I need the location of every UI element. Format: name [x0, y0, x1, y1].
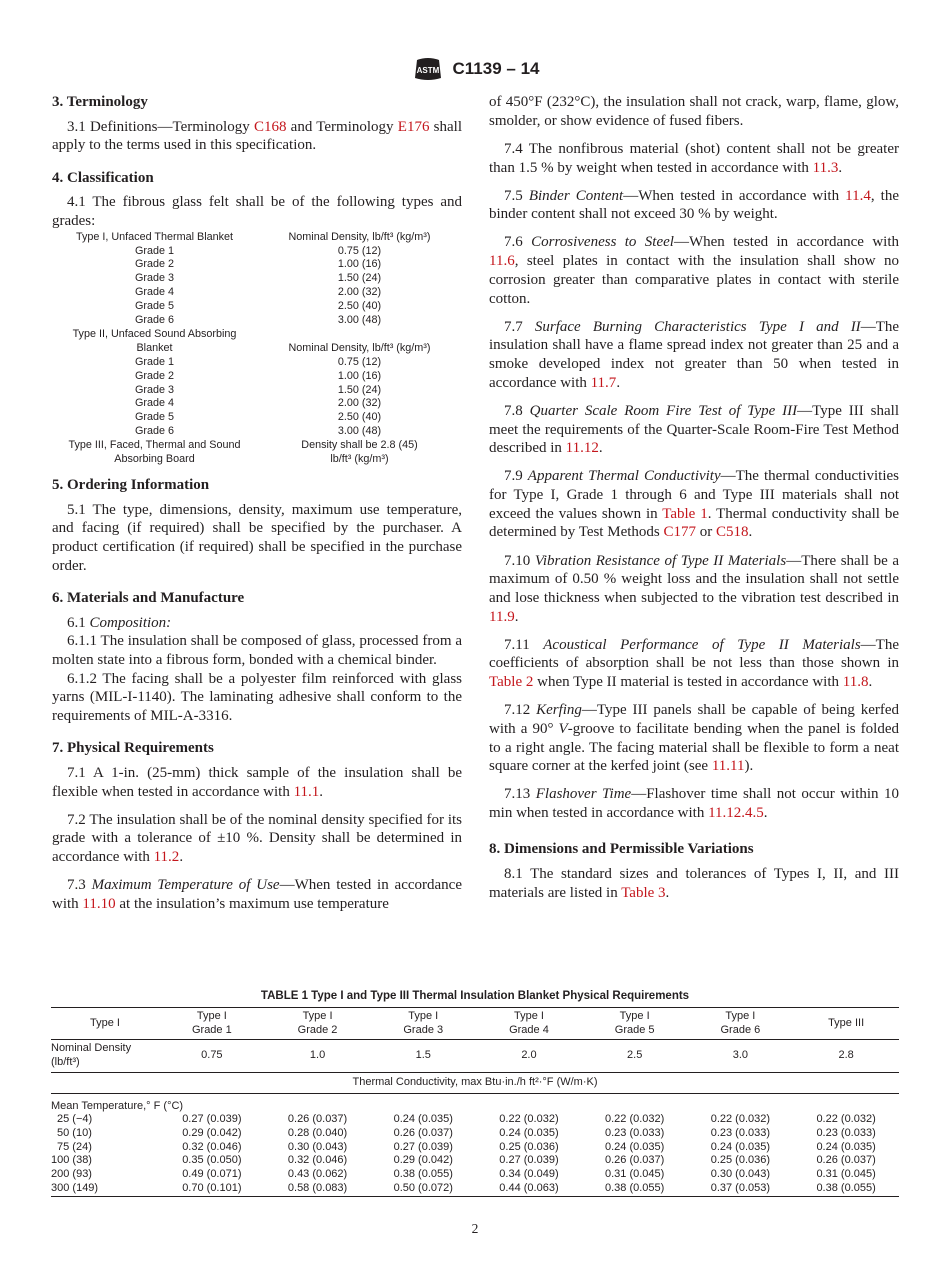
section-6-title: 6. Materials and Manufacture	[52, 589, 245, 606]
link-table-2[interactable]: Table 2	[489, 674, 534, 691]
para-7-7: 7.7 Surface Burning Characteristics Type I and II—The insulation shall have a flame spread index not greater than 25 and a smoke developed index not greater than 50 when tested in accordance with 11.7.	[489, 318, 900, 391]
para-6-1: 6.1 Composition:	[67, 614, 172, 631]
grade-density: 2.50 (40)	[337, 411, 382, 424]
mean-temperature-label: Mean Temperature,° F (°C)	[51, 1099, 184, 1112]
thermal-conductivity-label: Thermal Conductivity, max Btu·in./h ft²·°F (W/m·K)	[51, 1072, 899, 1093]
para-7-10: 7.10 Vibration Resistance of Type II Materials—There shall be a maximum of 0.50 % weight loss and the insulation shall not settle and lose thickness when subjected to the vibration test described in 11.9.	[489, 552, 899, 625]
table-cell: 0.31 (0.045)	[816, 1168, 876, 1181]
table-cell: 0.29 (0.042)	[182, 1126, 242, 1139]
grade-label: Grade 6	[134, 425, 174, 438]
link-11-7[interactable]: 11.7	[590, 374, 617, 391]
grade-row	[52, 397, 462, 411]
col-type: Type I	[408, 1010, 439, 1022]
grade-density: 0.75 (12)	[337, 355, 382, 368]
grade-row	[52, 258, 462, 272]
table-cell: 0.37 (0.053)	[688, 1182, 794, 1197]
document-code: C1139 – 14	[452, 59, 540, 78]
grade-density: Nominal Density, lb/ft³ (kg/m³)	[288, 230, 431, 243]
para-6-1-1: 6.1.1 The insulation shall be composed of glass, processed from a molten state into a fibrous form, bonded with a chemical binder.	[52, 633, 462, 669]
grade-row	[52, 356, 462, 370]
row-temperature: 75 (24)	[57, 1140, 92, 1153]
table-cell: 0.22 (0.032)	[710, 1113, 771, 1126]
grade-label: Type I, Unfaced Thermal Blanket	[75, 230, 234, 243]
col-grade: Grade 5	[614, 1023, 655, 1036]
grade-density: 1.50 (24)	[337, 272, 382, 285]
grade-density: 2.50 (40)	[337, 300, 382, 313]
table-row	[51, 1154, 899, 1168]
link-c177[interactable]: C177	[663, 524, 696, 541]
para-6-1-2: 6.1.2 The facing shall be a polyester film reinforced with glass yarns (MIL-I-1140). The laminating adhesive shall conform to the requirements of MIL-A-3316.	[52, 670, 462, 725]
grade-label: Grade 5	[134, 300, 174, 313]
table-cell: 0.23 (0.033)	[605, 1126, 665, 1139]
grade-row	[52, 328, 462, 342]
col-grade: Grade 3	[403, 1023, 444, 1036]
table-cell: 0.24 (0.035)	[816, 1140, 876, 1153]
grade-label: Grade 5	[134, 411, 174, 424]
table-cell: 0.25 (0.036)	[710, 1154, 771, 1167]
grade-label: Type II, Unfaced Sound Absorbing	[72, 327, 237, 340]
para-7-13: 7.13 Flashover Time—Flashover time shall not occur within 10 min when tested in accordance with 11.12.4.5.	[489, 786, 899, 822]
table-cell: 0.27 (0.039)	[393, 1140, 453, 1153]
link-11-6[interactable]: 11.6	[489, 253, 515, 270]
para-4-1: 4.1 The fibrous glass felt shall be of the following types and grades:	[52, 194, 462, 229]
table-cell: 0.30 (0.043)	[287, 1140, 348, 1153]
table-header-col	[159, 1008, 265, 1040]
astm-logo-icon	[411, 58, 445, 80]
grade-label: Grade 2	[134, 369, 174, 382]
table-cell: 0.32 (0.046)	[182, 1140, 242, 1153]
link-e176[interactable]: E176	[397, 118, 430, 135]
grade-density: 2.00 (32)	[337, 286, 382, 299]
table-cell: 0.49 (0.071)	[182, 1168, 242, 1181]
table-header-col	[582, 1008, 688, 1040]
table-1	[51, 990, 899, 1197]
grade-label: Grade 4	[134, 286, 174, 299]
table-cell: 0.23 (0.033)	[816, 1126, 876, 1139]
grade-row	[52, 370, 462, 384]
table-header-col	[265, 1008, 371, 1040]
table-cell: 0.24 (0.035)	[710, 1140, 771, 1153]
para-7-6: 7.6 Corrosiveness to Steel—When tested in accordance with 11.6, steel plates in contact with the insulation shall show no corrosion greater than comparative plates in contact with sterile cotton.	[489, 234, 899, 307]
link-c168[interactable]: C168	[253, 118, 287, 135]
grade-density: Nominal Density, lb/ft³ (kg/m³)	[288, 341, 431, 354]
para-7-1: 7.1 A 1-in. (25-mm) thick sample of the insulation shall be flexible when tested in accordance with 11.1.	[52, 764, 462, 800]
col-grade: Grade 6	[720, 1023, 761, 1036]
para-5-1: 5.1 The type, dimensions, density, maximum use temperature, and facing (if required) shall be specified by the purchaser. A product certification (if required) shall be specified in the purchase order.	[52, 501, 462, 574]
table-cell: 0.22 (0.032)	[499, 1113, 559, 1126]
grade-row	[52, 314, 462, 328]
link-11-12-4-5[interactable]: 11.12.4.5	[708, 805, 764, 822]
table-header-col	[688, 1008, 794, 1040]
table-header-col	[793, 1008, 899, 1040]
row-temperature: 100 (38)	[51, 1154, 92, 1167]
grade-row	[52, 272, 462, 286]
table-row	[51, 1168, 899, 1182]
col-type: Type I	[619, 1010, 650, 1022]
link-table-1[interactable]: Table 1	[662, 505, 708, 522]
table-cell: 0.22 (0.032)	[605, 1113, 665, 1126]
grade-row	[52, 286, 462, 300]
table-cell: 0.38 (0.055)	[393, 1168, 453, 1181]
density-value: 1.0	[265, 1040, 371, 1072]
grade-row	[52, 439, 462, 453]
table-cell: 0.26 (0.037)	[287, 1113, 348, 1126]
col-grade: Grade 4	[509, 1023, 549, 1036]
density-value: 1.5	[370, 1040, 476, 1072]
grade-density: lb/ft³ (kg/m³)	[330, 453, 389, 466]
para-8-1: 8.1 The standard sizes and tolerances of Types I, II, and III materials are listed in Table 3.	[489, 865, 899, 901]
link-11-3[interactable]: 11.3	[812, 159, 839, 176]
table-cell: 0.43 (0.062)	[287, 1168, 348, 1181]
left-column	[52, 93, 462, 923]
grade-label: Grade 1	[134, 244, 174, 257]
density-label: Nominal Density (lb/ft³)	[51, 1040, 159, 1072]
table-cell: 0.28 (0.040)	[287, 1126, 348, 1139]
table-cell: 0.24 (0.035)	[605, 1140, 665, 1153]
density-value: 2.8	[793, 1040, 899, 1072]
table-row	[51, 1141, 899, 1155]
grade-density	[257, 328, 462, 342]
table-cell: 0.27 (0.039)	[182, 1113, 242, 1126]
section-8-title: 8. Dimensions and Permissible Variations	[489, 841, 754, 858]
para-7-5: 7.5 Binder Content—When tested in accordance with 11.4, the binder content shall not exceed 30 % by weight.	[489, 187, 900, 223]
grade-row	[52, 411, 462, 425]
grade-label: Grade 3	[134, 383, 174, 396]
table-cell: 0.26 (0.037)	[816, 1154, 876, 1167]
grade-label: Type III, Faced, Thermal and Sound	[68, 439, 241, 452]
table-cell: 0.29 (0.042)	[393, 1154, 453, 1167]
grade-density: 1.00 (16)	[337, 369, 382, 382]
table-1-title: TABLE 1 Type I and Type III Thermal Insulation Blanket Physical Requirements	[260, 990, 690, 1002]
page-number: 2	[471, 1221, 479, 1236]
col-grade: Grade 1	[191, 1023, 232, 1036]
para-7-3-start: 7.3 Maximum Temperature of Use—When tested in accordance with 11.10 at the insulation’s maximum use temperature	[52, 877, 462, 912]
table-header-col	[476, 1008, 582, 1040]
grade-row	[52, 231, 462, 245]
link-11-9[interactable]: 11.9	[489, 608, 515, 625]
row-temperature: 300 (149)	[51, 1182, 159, 1197]
link-11-1[interactable]: 11.1	[293, 783, 320, 800]
table-cell: 0.27 (0.039)	[499, 1154, 559, 1167]
section-3-title: 3. Terminology	[52, 94, 148, 110]
grade-density: 3.00 (48)	[337, 425, 382, 438]
grade-row	[52, 384, 462, 398]
para-7-3-cont: of 450°F (232°C), the insulation shall not crack, warp, flame, glow, smolder, or show evidence of fused fibers.	[489, 94, 899, 129]
link-11-4[interactable]: 11.4	[845, 187, 871, 204]
table-cell: 0.24 (0.035)	[393, 1113, 453, 1126]
density-value: 2.5	[582, 1040, 688, 1072]
table-cell: 0.44 (0.063)	[476, 1182, 582, 1197]
grade-label: Grade 2	[134, 258, 174, 271]
density-value: 2.0	[476, 1040, 582, 1072]
para-7-8: 7.8 Quarter Scale Room Fire Test of Type III—Type III shall meet the requirements of the Quarter-Scale Room-Fire Test Method described in 11.12.	[489, 402, 899, 457]
table-cell: 0.25 (0.036)	[499, 1140, 559, 1153]
astm-logo-text: ASTM	[416, 66, 439, 75]
grade-density: 2.00 (32)	[337, 397, 382, 410]
table-cell: 0.38 (0.055)	[793, 1182, 899, 1197]
grade-label: Grade 1	[134, 355, 174, 368]
table-cell: 0.50 (0.072)	[370, 1182, 476, 1197]
col-grade: Grade 2	[297, 1023, 338, 1036]
link-11-8[interactable]: 11.8	[842, 674, 869, 691]
row-temperature: 200 (93)	[51, 1168, 92, 1181]
table-cell: 0.26 (0.037)	[605, 1154, 665, 1167]
table-row	[51, 1113, 899, 1127]
right-column	[489, 93, 899, 912]
grades-list	[52, 231, 462, 467]
page-header	[0, 58, 950, 80]
table-cell: 0.31 (0.045)	[605, 1168, 665, 1181]
table-cell: 0.22 (0.032)	[816, 1113, 876, 1126]
link-11-2[interactable]: 11.2	[153, 849, 180, 866]
grade-label: Grade 4	[134, 397, 174, 410]
col-type: Type I	[513, 1010, 544, 1022]
row-temperature: 25 (−4)	[57, 1113, 93, 1126]
table-cell: 0.58 (0.083)	[265, 1182, 371, 1197]
grade-label: Blanket	[136, 341, 173, 354]
col-type: Type I	[725, 1010, 756, 1022]
grade-row	[52, 425, 462, 439]
table-cell: 0.34 (0.049)	[499, 1168, 559, 1181]
table-cell: 0.24 (0.035)	[499, 1126, 559, 1139]
table-row	[51, 1127, 899, 1141]
table-cell: 0.32 (0.046)	[287, 1154, 348, 1167]
col-type: Type I	[196, 1010, 227, 1022]
col-type: Type I	[302, 1010, 333, 1022]
density-value: 3.0	[688, 1040, 794, 1072]
table-header-first: Type I	[51, 1008, 159, 1040]
table-cell: 0.70 (0.101)	[159, 1182, 265, 1197]
grade-label: Absorbing Board	[114, 453, 195, 466]
grade-label: Grade 3	[134, 272, 174, 285]
table-cell: 0.23 (0.033)	[710, 1126, 771, 1139]
table-cell: 0.30 (0.043)	[710, 1168, 771, 1181]
table-cell: 0.26 (0.037)	[393, 1126, 453, 1139]
para-7-9: 7.9 Apparent Thermal Conductivity—The thermal conductivities for Type I, Grade 1 through 6 and Type III materials shall not exceed the values shown in Table 1. Thermal conductivity shall be determined by Test Methods C177 or C518.	[489, 468, 900, 541]
link-table-3[interactable]: Table 3	[621, 884, 666, 901]
table-1-grid	[51, 1007, 899, 1197]
table-row	[51, 1182, 899, 1197]
grade-density: Density shall be 2.8 (45)	[301, 439, 418, 452]
section-5-title: 5. Ordering Information	[52, 477, 210, 494]
row-temperature: 50 (10)	[57, 1126, 92, 1139]
grade-row	[52, 245, 462, 259]
section-7-title: 7. Physical Requirements	[52, 740, 214, 757]
link-c518[interactable]: C518	[716, 524, 749, 541]
link-11-11[interactable]: 11.11	[711, 758, 745, 775]
grade-density: 3.00 (48)	[337, 314, 382, 327]
grade-row	[52, 300, 462, 314]
table-cell: 0.35 (0.050)	[182, 1154, 242, 1167]
grade-density: 0.75 (12)	[337, 244, 382, 257]
table-cell: 0.38 (0.055)	[582, 1182, 688, 1197]
grade-row	[52, 342, 462, 356]
link-11-10[interactable]: 11.10	[82, 895, 116, 912]
para-7-2: 7.2 The insulation shall be of the nominal density specified for its grade with a tolerance of ±10 %. Density shall be determined in accordance with 11.2.	[52, 811, 462, 866]
grade-density: 1.50 (24)	[337, 383, 382, 396]
grade-row	[52, 453, 462, 467]
para-3-1: 3.1 Definitions—Terminology C168 and Terminology E176 shall apply to the terms used in this specification.	[52, 118, 462, 154]
link-11-12[interactable]: 11.12	[565, 440, 599, 457]
grade-density: 1.00 (16)	[337, 258, 382, 271]
table-header-col	[370, 1008, 476, 1040]
col-type: Type III	[828, 1016, 865, 1029]
grade-label: Grade 6	[134, 314, 174, 327]
section-4-title: 4. Classification	[52, 169, 154, 186]
para-7-12: 7.12 Kerfing—Type III panels shall be capable of being kerfed with a 90° V-groove to facilitate bending when the panel is folded to a right angle. The facing material shall be flexible to form a neat square corner at the kerfed joint (see 11.11).	[489, 702, 900, 775]
density-value: 0.75	[159, 1040, 265, 1072]
para-7-4: 7.4 The nonfibrous material (shot) content shall not be greater than 1.5 % by weight when tested in accordance with 11.3.	[489, 140, 899, 176]
para-7-11: 7.11 Acoustical Performance of Type II Materials—The coefficients of absorption shall be not less than those shown in Table 2 when Type II material is tested in accordance with 11.8.	[489, 636, 899, 691]
